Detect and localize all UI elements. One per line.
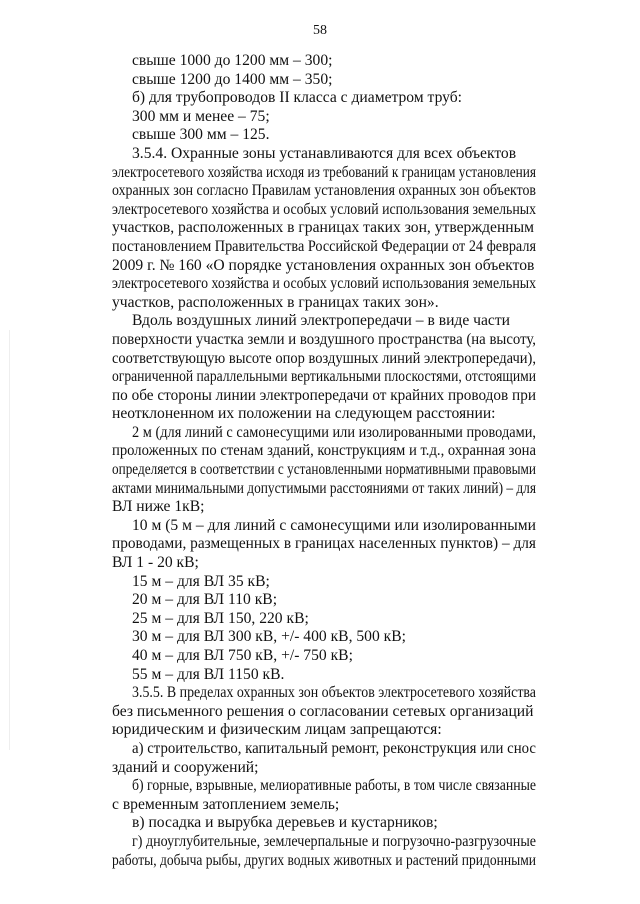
text-line: работы, добыча рыбы, других водных животных и растений придонными <box>112 851 536 869</box>
text-line: 10 м (5 м – для линий с самонесущими или изолированными <box>132 516 536 534</box>
scan-margin-line <box>9 330 10 750</box>
text-line: 25 м – для ВЛ 150, 220 кВ; <box>132 609 309 627</box>
text-line: 55 м – для ВЛ 1150 кВ. <box>132 665 285 683</box>
text-line: 300 мм и менее – 75; <box>132 107 270 125</box>
text-line: проводами, размещенных в границах населенных пунктов) – для <box>112 535 536 553</box>
text-line: ограниченной параллельными вертикальными плоскостями, отстоящими <box>112 368 536 386</box>
text-line: с временным затоплением земель; <box>112 795 340 813</box>
text-line: зданий и сооружений; <box>112 758 259 776</box>
text-line: б) горные, взрывные, мелиоративные работы, в том числе связанные <box>132 777 536 795</box>
text-line: определяется в соответствии с установленными нормативными правовыми <box>112 461 536 479</box>
text-line: 3.5.4. Охранные зоны устанавливаются для всех объектов <box>132 144 517 162</box>
text-line: участков, расположенных в границах таких зон, утвержденным <box>112 219 534 237</box>
text-line: 15 м – для ВЛ 35 кВ; <box>132 572 270 590</box>
text-line: электросетевого хозяйства и особых условий использования земельных <box>112 200 536 218</box>
text-line: ВЛ ниже 1кВ; <box>112 498 205 516</box>
text-line: г) дноуглубительные, землечерпальные и погрузочно-разгрузочные <box>132 832 536 850</box>
text-line: без письменного решения о согласовании сетевых организаций <box>112 702 534 720</box>
text-line: 20 м – для ВЛ 110 кВ; <box>132 591 278 609</box>
text-line: в) посадка и вырубка деревьев и кустарников; <box>132 814 438 832</box>
text-line: по обе стороны линии электропередачи от крайних проводов при <box>112 386 536 404</box>
text-line: актами минимальными допустимыми расстояниями от таких линий) – для <box>112 479 536 497</box>
body-text <box>112 52 536 870</box>
text-line: 40 м – для ВЛ 750 кВ, +/- 750 кВ; <box>132 647 353 664</box>
text-line: а) строительство, капитальный ремонт, реконструкция или снос <box>132 739 536 757</box>
text-line: б) для трубопроводов II класса с диаметром труб: <box>132 89 463 107</box>
page-number: 58 <box>313 23 327 38</box>
text-line: ВЛ 1 - 20 кВ; <box>112 554 199 572</box>
text-line: 3.5.5. В пределах охранных зон объектов электросетевого хозяйства <box>132 684 536 702</box>
text-line: проложенных по стенам зданий, конструкциям и т.д., охранная зона <box>112 442 536 460</box>
text-line: 2009 г. № 160 «О порядке установления охранных зон объектов <box>112 256 535 274</box>
text-line: поверхности участка земли и воздушного пространства (на высоту, <box>112 330 536 348</box>
text-line: постановлением Правительства Российской Федерации от 24 февраля <box>112 237 536 255</box>
text-line: электросетевого хозяйства исходя из требований к границам установления <box>112 163 536 181</box>
text-line: 2 м (для линий с самонесущими или изолированными проводами, <box>132 423 536 441</box>
text-line: охранных зон согласно Правилам установления охранных зон объектов <box>112 182 536 200</box>
text-line: неотклоненном их положении на следующем расстоянии: <box>112 405 496 423</box>
text-line: свыше 1000 до 1200 мм – 300; <box>132 52 333 69</box>
text-line: соответствующую высоте опор воздушных линий электропередачи), <box>112 349 536 367</box>
text-line: 30 м – для ВЛ 300 кВ, +/- 400 кВ, 500 кВ; <box>132 628 406 646</box>
text-line: Вдоль воздушных линий электропередачи – в виде части <box>132 312 511 330</box>
text-line: электросетевого хозяйства и особых условий использования земельных <box>112 275 536 293</box>
text-line: свыше 1200 до 1400 мм – 350; <box>132 70 333 88</box>
text-line: юридическим и физическим лицам запрещаются: <box>112 721 442 739</box>
text-line: свыше 300 мм – 125. <box>132 126 270 144</box>
text-line: участков, расположенных в границах таких зон». <box>112 293 439 311</box>
